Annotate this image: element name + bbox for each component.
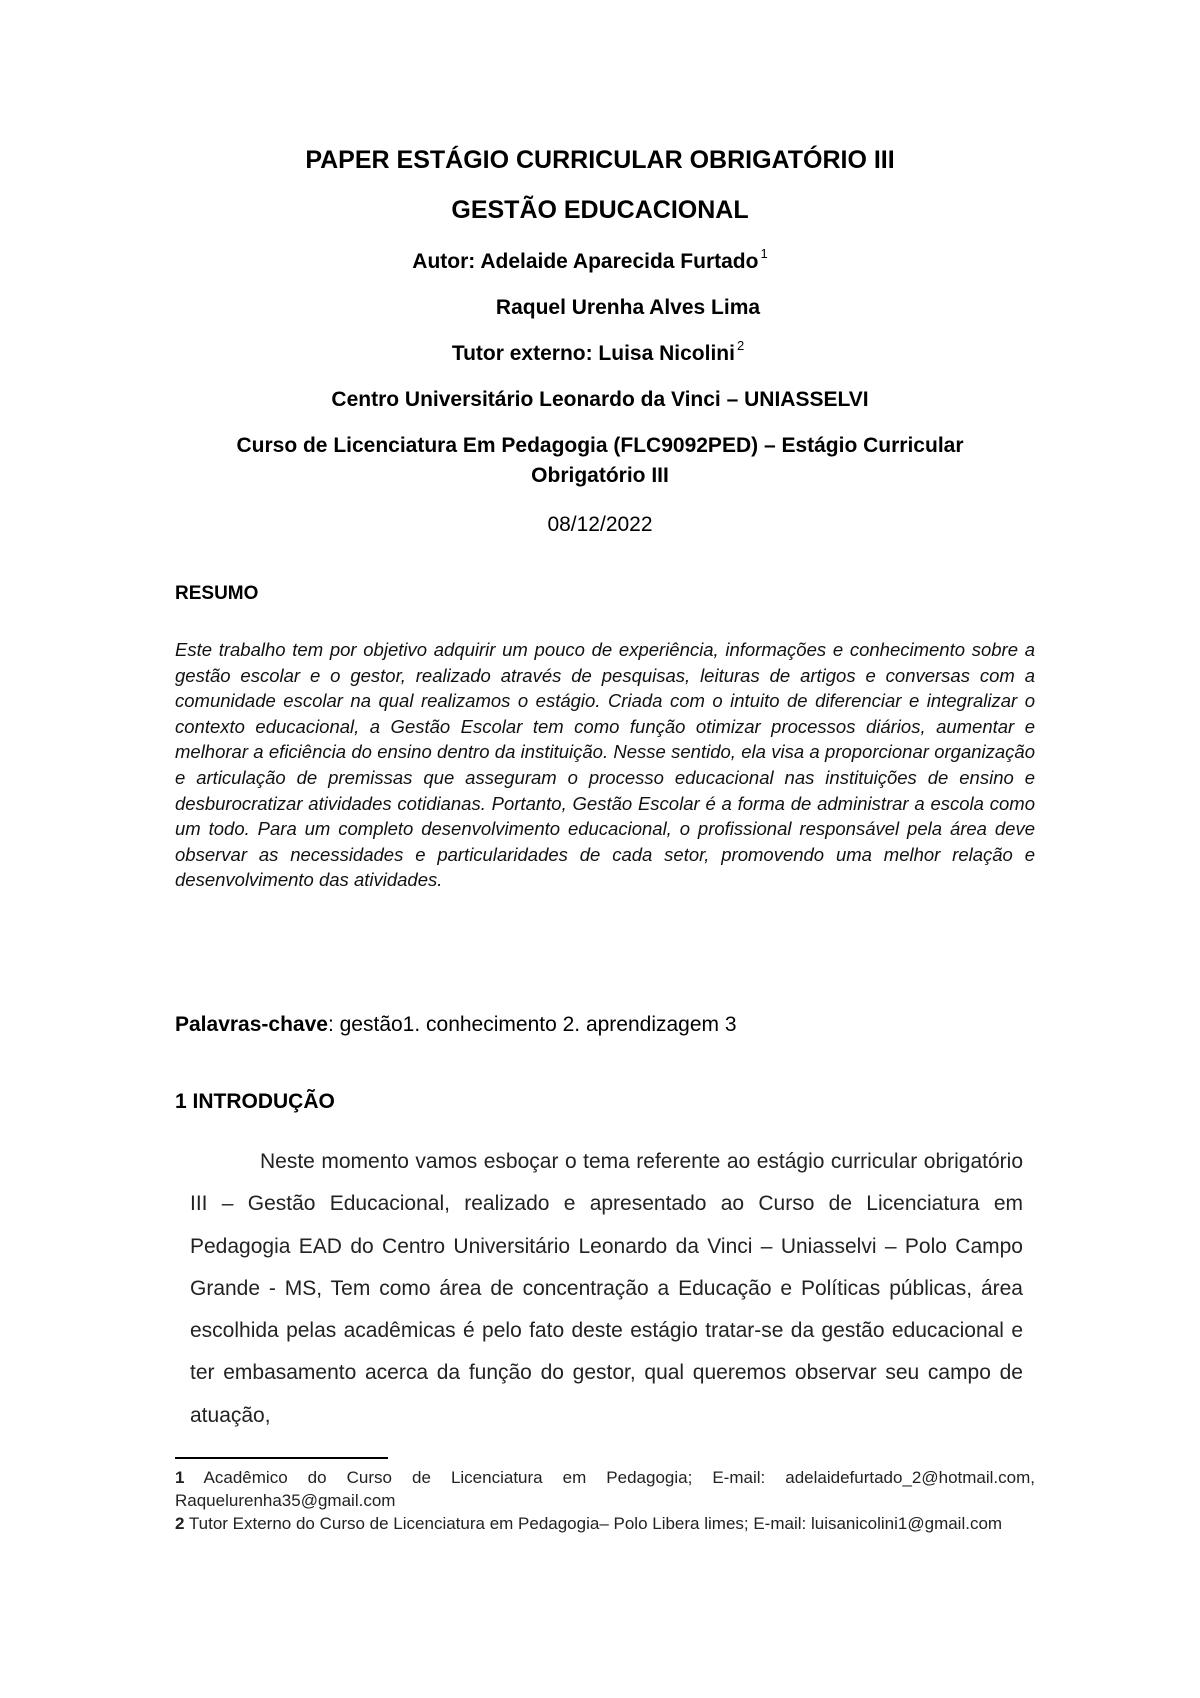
footnote-1-text: Acadêmico do Curso de Licenciatura em Pedagogia; E-mail: adelaidefurtado_2@hotmail.com, Raquelurenha35@gmail.com	[175, 1468, 1035, 1510]
author-name: Autor: Adelaide Aparecida Furtado	[412, 250, 759, 273]
paper-title: PAPER ESTÁGIO CURRICULAR OBRIGATÓRIO III	[305, 146, 895, 174]
introduction-paragraph	[190, 1141, 1023, 1437]
footnote-1	[175, 1466, 1035, 1512]
introduction-heading: 1 INTRODUÇÃO	[175, 1090, 335, 1113]
keywords-line	[175, 1013, 737, 1037]
footnote-2	[175, 1512, 1035, 1535]
coauthor-name: Raquel Urenha Alves Lima	[495, 296, 761, 319]
author-footnote-mark: 1	[760, 246, 768, 261]
tutor-name: Tutor externo: Luisa Nicolini	[451, 342, 735, 365]
resumo-text: Este trabalho tem por objetivo adquirir um pouco de experiência, informações e conhecimento sobre a gestão escolar e o gestor, realizado através de pesquisas, leituras de artigos e conversas com a comunidade escolar na qual realizamos o estágio. Criada com o intuito de diferenciar e integralizar o contexto educacional, a Gestão Escolar tem como função otimizar processos diários, aumentar e melhorar a eficiência do ensino dentro da instituição. Nesse sentido, ela visa a proporcionar organização e articulação de premissas que asseguram o processo educacional nas instituições de ensino e desburocratizar atividades cotidianas. Portanto, Gestão Escolar é a forma de administrar a escola como um todo. Para um completo desenvolvimento educacional, o profissional responsável pela área deve observar as necessidades e particularidades de cada setor, promovendo uma melhor relação e desenvolvimento das atividades.	[175, 639, 1035, 891]
footnote-2-number: 2	[175, 1514, 185, 1533]
course-line-1: Curso de Licenciatura Em Pedagogia (FLC9092PED) – Estágio Curricular	[236, 434, 964, 457]
tutor-line	[0, 338, 1198, 366]
paper-date: 08/12/2022	[547, 513, 653, 536]
footnote-1-number: 1	[175, 1468, 185, 1487]
keywords-label: Palavras-chave	[175, 1013, 328, 1036]
tutor-footnote-mark: 2	[736, 338, 745, 353]
course-line-2: Obrigatório III	[531, 464, 669, 487]
footnotes	[175, 1466, 1035, 1535]
footnote-2-text: Tutor Externo do Curso de Licenciatura em Pedagogia– Polo Libera limes; E-mail: luisanicolini1@gmail.com	[184, 1514, 1003, 1533]
introduction-text: Neste momento vamos esboçar o tema referente ao estágio curricular obrigatório III – Gestão Educacional, realizado e apresentado ao Curso de Licenciatura em Pedagogia EAD do Centro Universitário Leonardo da Vinci – Uniasselvi – Polo Campo Grande - MS, Tem como área de concentração a Educação e Políticas públicas, área escolhida pelas acadêmicas é pelo fato deste estágio tratar-se da gestão educacional e ter embasamento acerca da função do gestor, qual queremos observar seu campo de atuação,	[190, 1150, 1023, 1427]
author-line	[0, 246, 1190, 274]
footnote-separator	[175, 1457, 388, 1459]
keywords-list: : gestão1. conhecimento 2. aprendizagem 3	[327, 1013, 737, 1036]
resumo-heading: RESUMO	[175, 583, 259, 604]
paper-subtitle: GESTÃO EDUCACIONAL	[451, 196, 749, 224]
institution-name: Centro Universitário Leonardo da Vinci – UNIASSELVI	[331, 388, 869, 411]
